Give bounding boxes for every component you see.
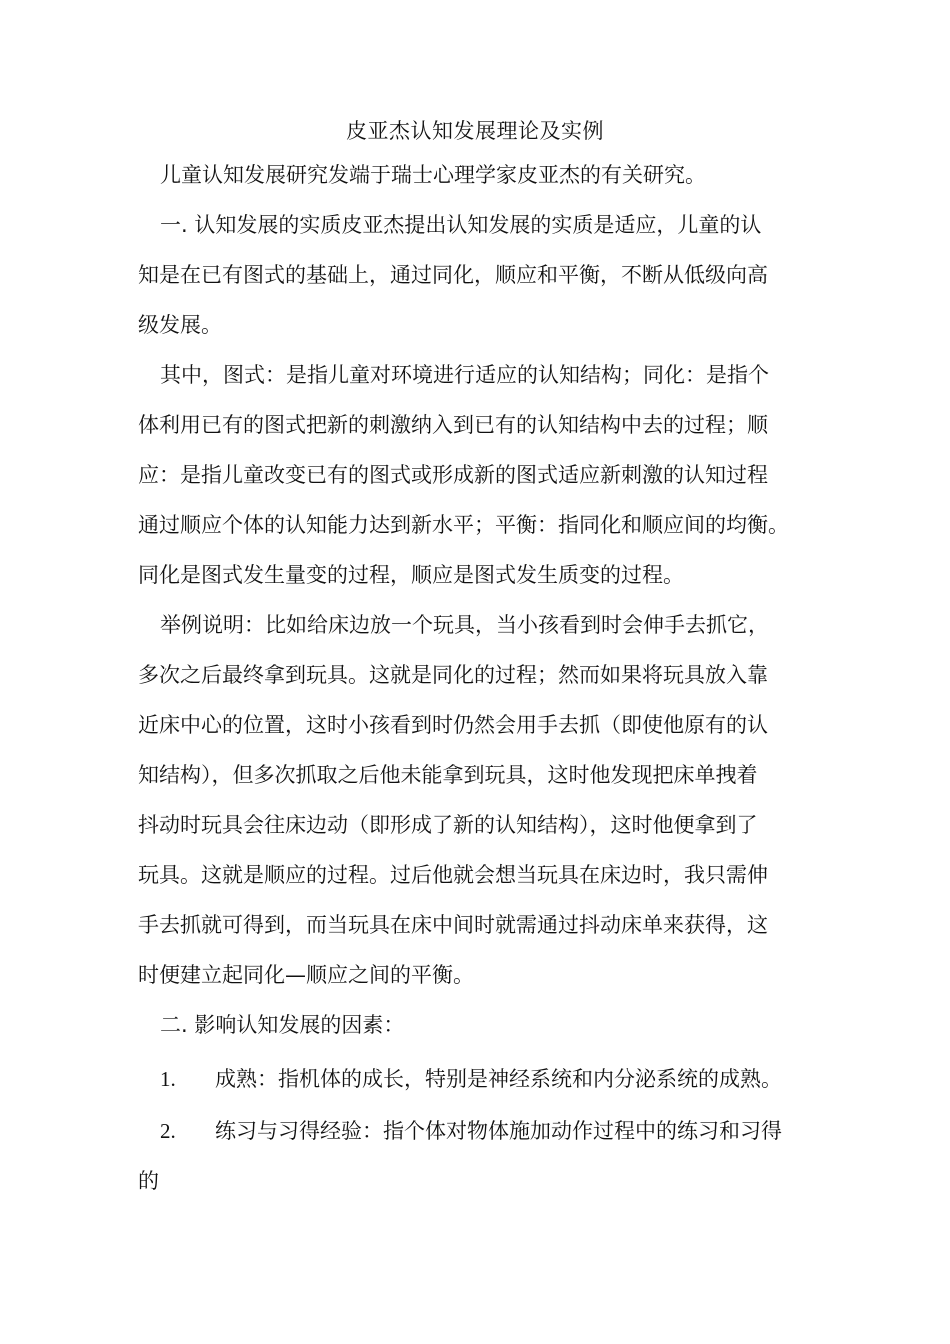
list-item-1-text: 成熟：指机体的成长，特别是神经系统和内分泌系统的成熟。: [215, 1067, 782, 1091]
section1-line-3: 级发展。: [138, 313, 222, 337]
list-item-1-number: 1.: [160, 1067, 176, 1091]
list-item-2-text: 练习与习得经验：指个体对物体施加动作过程中的练习和习得: [215, 1119, 782, 1143]
document-title: 皮亚杰认知发展理论及实例: [346, 119, 604, 143]
definitions-line-3: 应：是指儿童改变已有的图式或形成新的图式适应新刺激的认知过程: [138, 463, 768, 487]
example-line-5: 抖动时玩具会往床边动（即形成了新的认知结构），这时他便拿到了: [138, 813, 758, 837]
section1-line-1: 一. 认知发展的实质皮亚杰提出认知发展的实质是适应，儿童的认: [160, 213, 762, 237]
example-line-1: 举例说明：比如给床边放一个玩具，当小孩看到时会伸手去抓它，: [160, 613, 769, 637]
section1-line-2: 知是在已有图式的基础上，通过同化，顺应和平衡，不断从低级向高: [138, 263, 768, 287]
list-item-2-number: 2.: [160, 1119, 176, 1143]
section2-heading: 二. 影响认知发展的因素：: [160, 1013, 405, 1037]
definitions-line-5: 同化是图式发生量变的过程，顺应是图式发生质变的过程。: [138, 563, 684, 587]
example-line-4: 知结构），但多次抓取之后他未能拿到玩具，这时他发现把床单拽着: [138, 763, 758, 787]
list-item-2-continuation: 的: [138, 1169, 159, 1193]
example-line-7: 手去抓就可得到，而当玩具在床中间时就需通过抖动床单来获得，这: [138, 913, 768, 937]
example-line-6: 玩具。这就是顺应的过程。过后他就会想当玩具在床边时，我只需伸: [138, 863, 768, 887]
definitions-line-1: 其中，图式：是指儿童对环境进行适应的认知结构；同化：是指个: [160, 363, 769, 387]
example-line-2: 多次之后最终拿到玩具。这就是同化的过程；然而如果将玩具放入靠: [138, 663, 768, 687]
definitions-line-2: 体利用已有的图式把新的刺激纳入到已有的认知结构中去的过程；顺: [138, 413, 768, 437]
example-line-8: 时便建立起同化—顺应之间的平衡。: [138, 963, 474, 987]
intro-paragraph: 儿童认知发展研究发端于瑞士心理学家皮亚杰的有关研究。: [160, 163, 706, 187]
definitions-line-4: 通过顺应个体的认知能力达到新水平；平衡：指同化和顺应间的均衡。: [138, 513, 789, 537]
example-line-3: 近床中心的位置，这时小孩看到时仍然会用手去抓（即使他原有的认: [138, 713, 768, 737]
